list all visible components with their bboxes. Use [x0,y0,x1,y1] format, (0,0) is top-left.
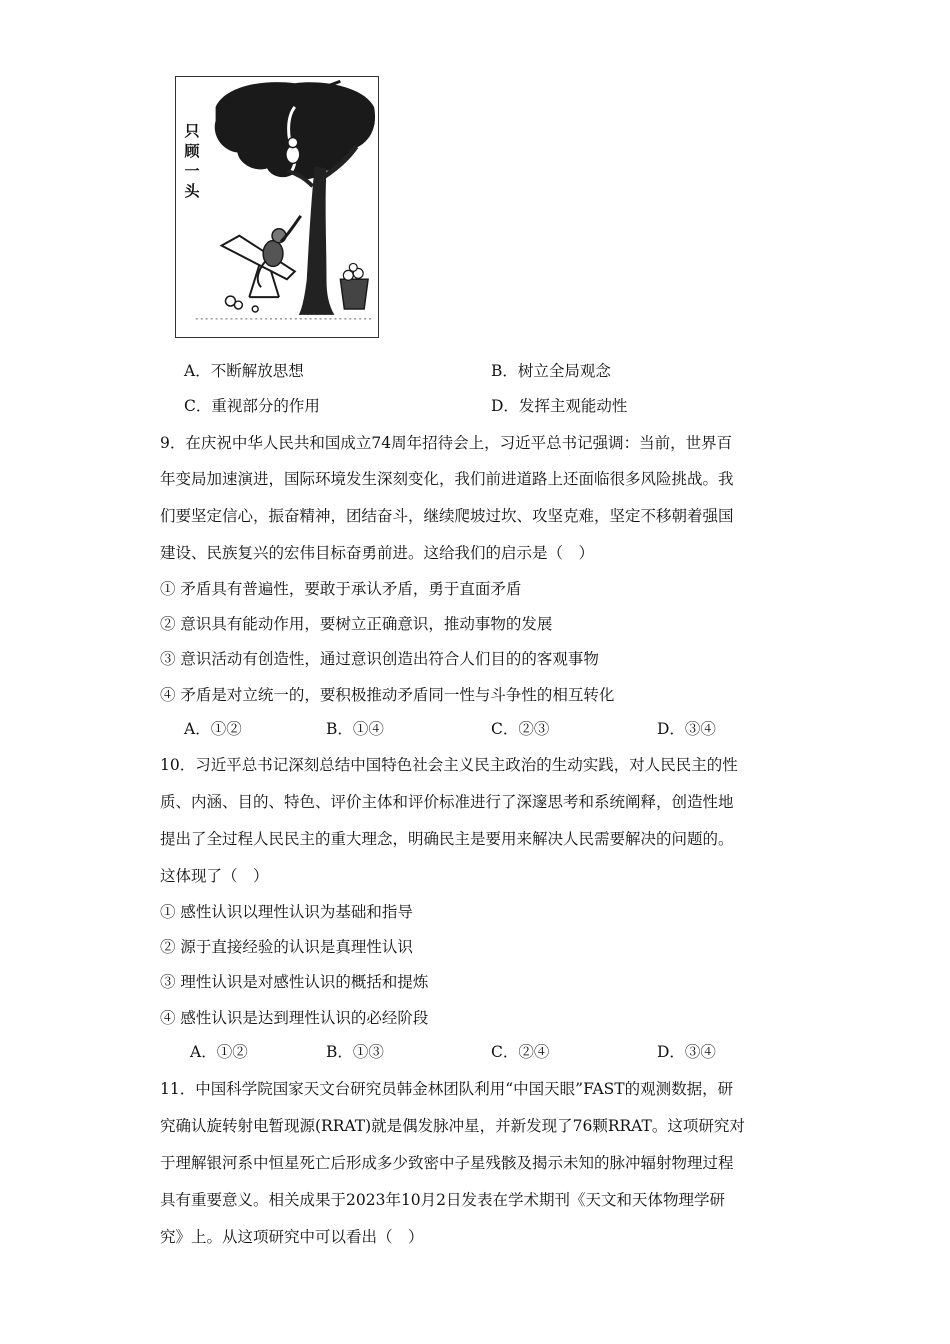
q9-option-c: C．②③ [491,720,550,738]
q8-option-d: D．发挥主观能动性 [491,397,628,415]
q9-stem-line: 建设、民族复兴的宏伟目标奋勇前进。这给我们的启示是（ ） [160,544,595,562]
q9-option-a: A．①② [184,720,242,738]
q11-stem-line: 究确认旋转射电暂现源(RRAT)就是偶发脉冲星，并新发现了76颗RRAT。这项研究对 [160,1117,745,1135]
q9-stem-line: 年变局加速演进，国际环境发生深刻变化，我们前进道路上还面临很多风险挑战。我 [160,470,734,488]
q9-stem-line: 们要坚定信心，振奋精神，团结奋斗，继续爬坡过坎、攻坚克难，坚定不移朝着强国 [160,507,734,525]
q10-option-d: D．③④ [657,1043,716,1061]
cartoon-caption: 只顾一头 [184,122,200,200]
q11-stem-line: 11．中国科学院国家天文台研究员韩金林团队利用“中国天眼”FAST的观测数据，研 [160,1080,734,1098]
q8-option-c: C．重视部分的作用 [184,397,320,415]
q11-stem-line: 于理解银河系中恒星死亡后形成多少致密中子星残骸及揭示未知的脉冲辐射物理过程 [160,1154,734,1172]
q10-stem-line: 10．习近平总书记深刻总结中国特色社会主义民主政治的生动实践，对人民民主的性 [160,756,738,774]
q10-item: ② 源于直接经验的认识是真理性认识 [160,938,413,956]
q8-option-a: A．不断解放思想 [184,362,304,380]
cartoon-image [175,76,379,338]
q9-item: ② 意识具有能动作用，要树立正确意识，推动事物的发展 [160,615,553,633]
q10-item: ④ 感性认识是达到理性认识的必经阶段 [160,1009,429,1027]
monkey-tree-illustration [176,77,378,337]
q9-option-d: D．③④ [657,720,716,738]
q8-option-b: B．树立全局观念 [491,362,611,380]
q9-item: ③ 意识活动有创造性，通过意识创造出符合人们目的的客观事物 [160,650,599,668]
q9-item: ① 矛盾具有普遍性，要敢于承认矛盾，勇于直面矛盾 [160,580,522,598]
q10-option-a: A．①② [190,1043,248,1061]
q9-option-b: B．①④ [326,720,384,738]
q10-option-b: B．①③ [326,1043,384,1061]
q10-stem-line: 这体现了（ ） [160,867,269,885]
q10-stem-line: 提出了全过程人民民主的重大理念，明确民主是要用来解决人民需要解决的问题的。 [160,830,734,848]
q11-stem-line: 究》上。从这项研究中可以看出（ ） [160,1228,424,1246]
q9-item: ④ 矛盾是对立统一的，要积极推动矛盾同一性与斗争性的相互转化 [160,686,615,704]
q10-item: ① 感性认识以理性认识为基础和指导 [160,903,413,921]
q11-stem-line: 具有重要意义。相关成果于2023年10月2日发表在学术期刊《天文和天体物理学研 [160,1191,726,1209]
q10-item: ③ 理性认识是对感性认识的概括和提炼 [160,973,429,991]
q10-option-c: C．②④ [491,1043,550,1061]
q9-stem-line: 9．在庆祝中华人民共和国成立74周年招待会上，习近平总书记强调：当前，世界百 [160,434,733,452]
q10-stem-line: 质、内涵、目的、特色、评价主体和评价标准进行了深邃思考和系统阐释，创造性地 [160,793,734,811]
